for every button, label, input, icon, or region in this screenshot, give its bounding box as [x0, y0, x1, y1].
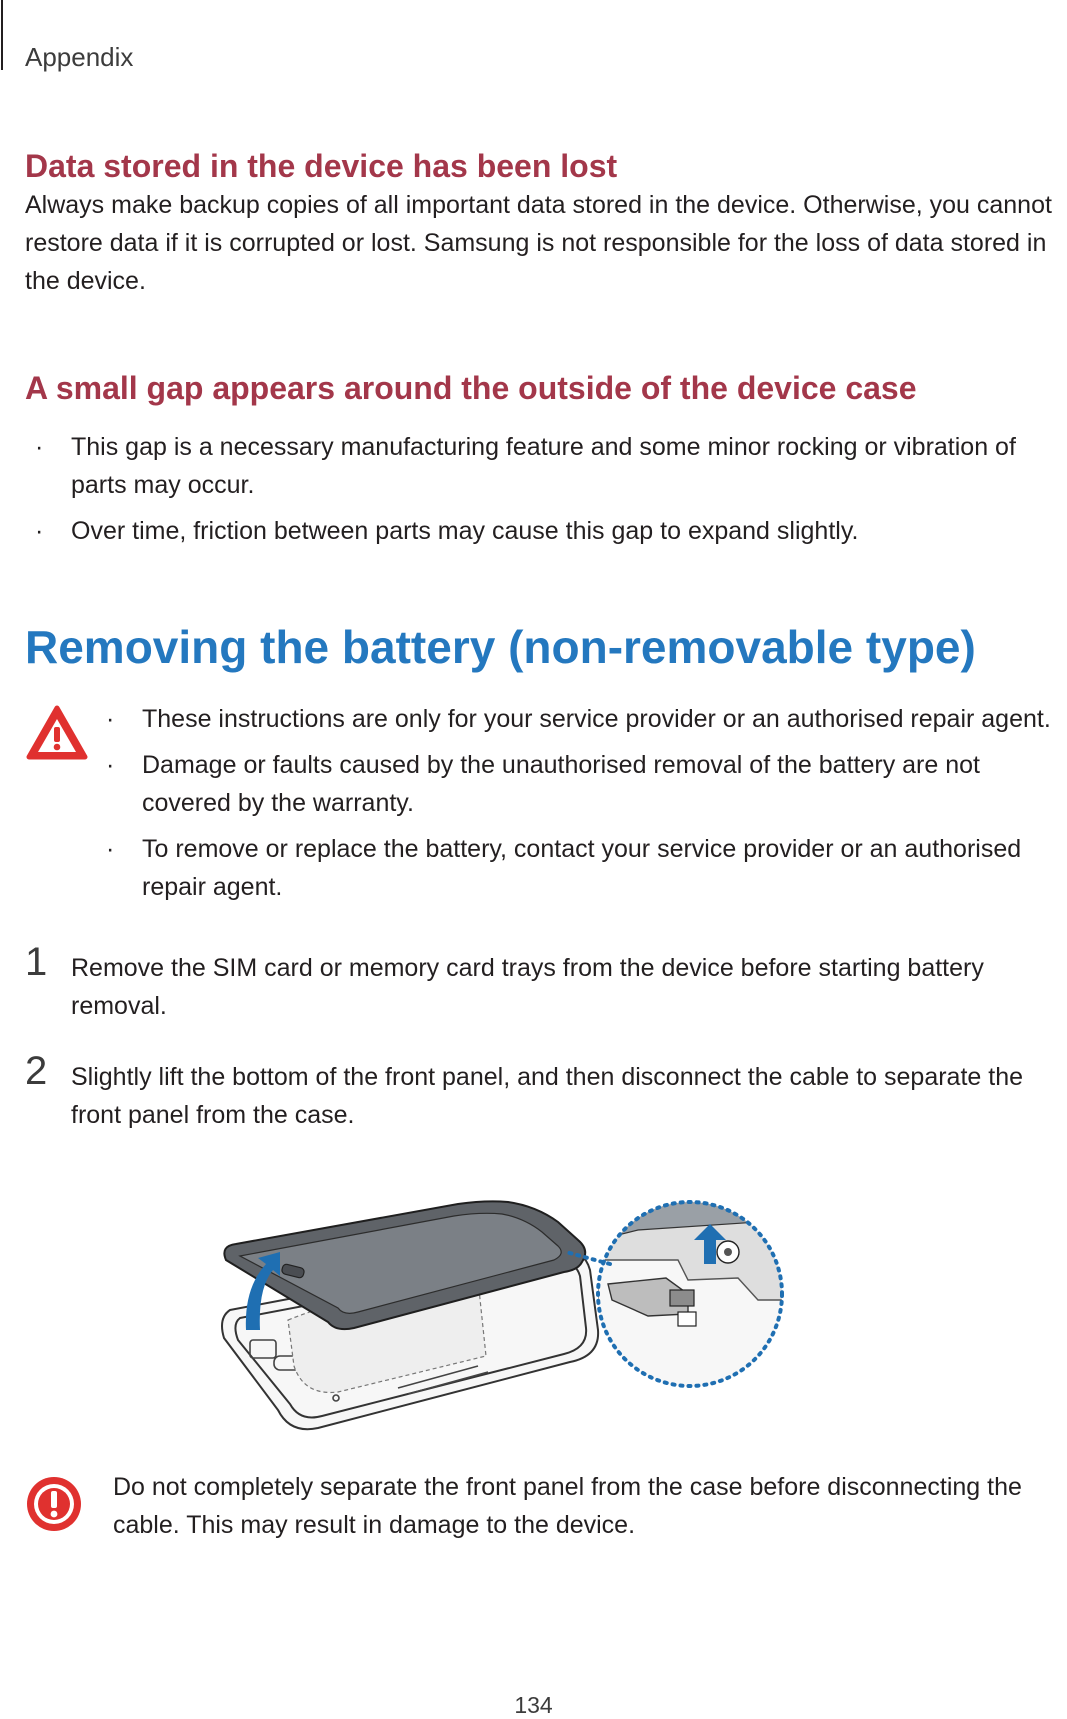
step-2 [25, 1049, 1065, 1134]
page-number: 134 [514, 1692, 553, 1718]
running-header: Appendix [25, 42, 134, 72]
caution-note: Do not completely separate the front panel from the case before disconnecting the cable. This may result in damage to the device. [113, 1473, 1022, 1539]
battery-removal-illustration [218, 1160, 878, 1440]
warning-triangle-icon [26, 705, 88, 761]
heading-removing-battery: Removing the battery (non-removable type) [25, 621, 976, 673]
small-gap-bullets [25, 428, 1065, 558]
heading-data-lost: Data stored in the device has been lost [25, 148, 618, 184]
step-text: Remove the SIM card or memory card trays from the device before starting battery removal. [71, 954, 984, 1020]
list-item: · To remove or replace the battery, contact your service provider or an authorised repair agent. [106, 835, 1022, 901]
list-item: · Damage or faults caused by the unauthorised removal of the battery are not covered by the warranty. [106, 751, 980, 817]
step-number: 1 [25, 940, 48, 984]
step-number: 2 [25, 1049, 48, 1093]
warning-bullets [96, 700, 1064, 914]
step-1 [25, 940, 1065, 1025]
list-item: · This gap is a necessary manufacturing feature and some minor rocking or vibration of parts may occur. [35, 433, 1016, 499]
list-item: · These instructions are only for your service provider or an authorised repair agent. [106, 705, 1051, 733]
heading-small-gap: A small gap appears around the outside of the device case [25, 370, 917, 406]
step-text: Slightly lift the bottom of the front panel, and then disconnect the cable to separate the front panel from the case. [71, 1063, 1024, 1129]
list-item: · Over time, friction between parts may cause this gap to expand slightly. [35, 517, 859, 545]
para-data-lost: Always make backup copies of all important data stored in the device. Otherwise, you cannot restore data if it is corrupted or lost. Samsung is not responsible for the loss of data stored in the device. [25, 191, 1052, 295]
page-edge-rule [1, 0, 3, 70]
caution-circle-icon [25, 1475, 83, 1533]
cable-detail-magnifier [566, 1200, 788, 1390]
